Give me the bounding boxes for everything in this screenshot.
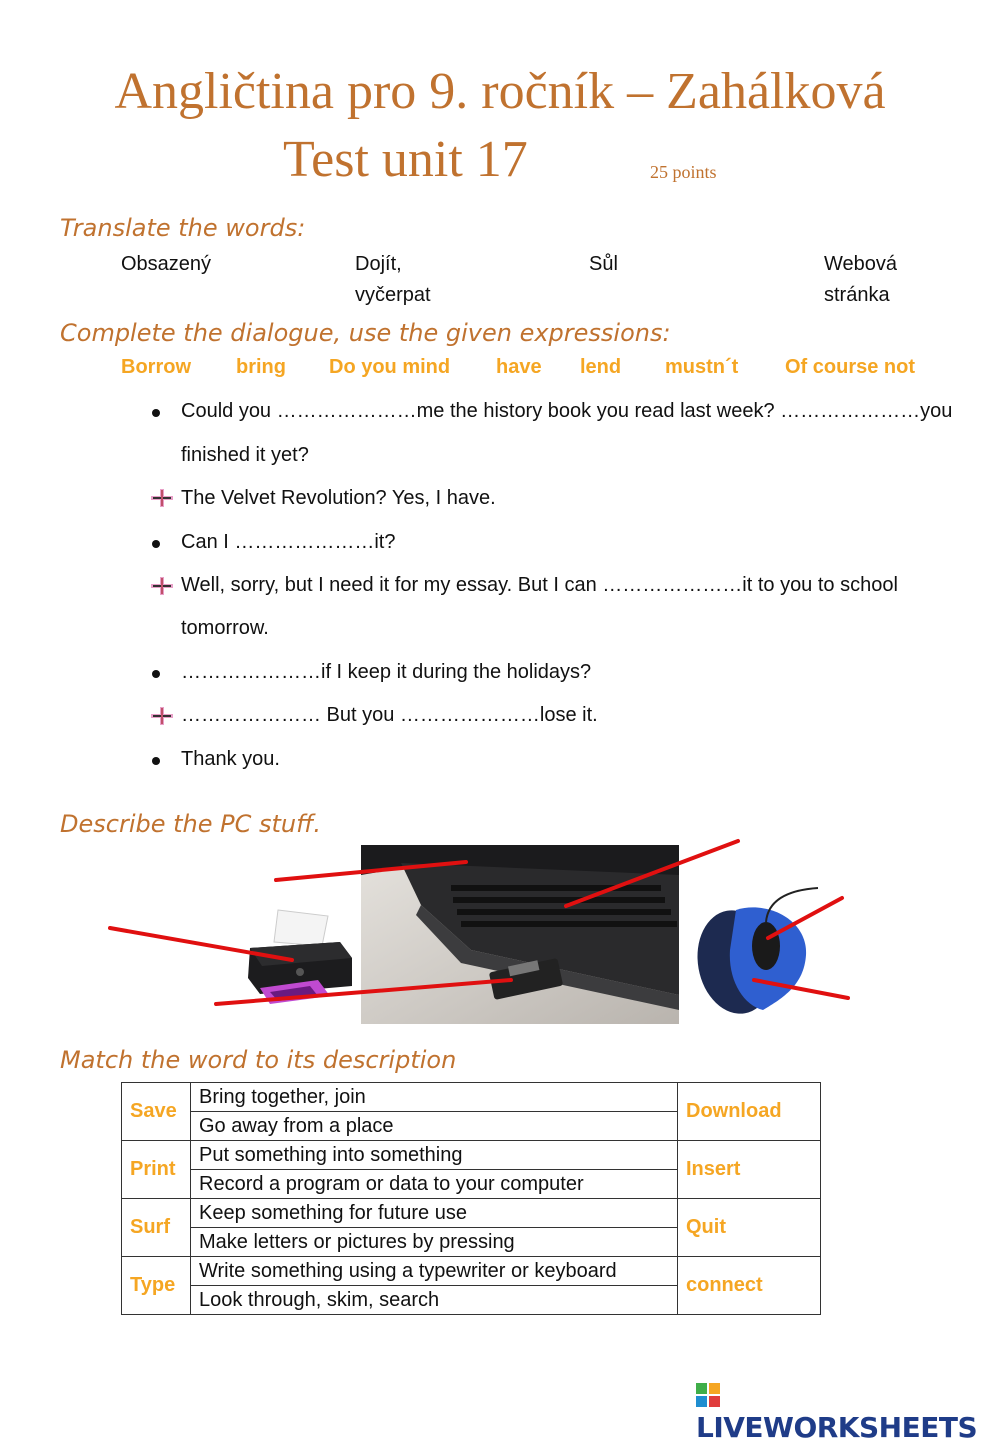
table-row	[122, 1083, 821, 1112]
match-heading: Match the word to its description	[60, 1046, 457, 1074]
dialogue-line-1: Could you …………………me the history book you read last week? …………………you	[181, 400, 953, 422]
bullet-icon	[152, 409, 160, 417]
mouse-image	[688, 880, 828, 1015]
word-vycerpat: vyčerpat	[355, 284, 431, 306]
word-webova: Webová	[824, 253, 898, 275]
expr-of-course-not: Of course not	[785, 356, 916, 378]
expr-bring: bring	[236, 356, 286, 378]
match-word-save: Save	[122, 1083, 191, 1141]
match-word-insert: Insert	[678, 1141, 821, 1199]
liveworksheets-logo	[696, 1378, 1000, 1444]
match-desc: Record a program or data to your computer	[191, 1170, 678, 1199]
match-word-quit: Quit	[678, 1199, 821, 1257]
match-word-surf: Surf	[122, 1199, 191, 1257]
table-row	[122, 1199, 821, 1228]
word-stranka: stránka	[824, 284, 890, 306]
expr-mustnt: mustn´t	[665, 356, 739, 378]
page-title: Angličtina pro 9. ročník – Zahálková	[114, 63, 886, 120]
arrow-bullet-icon	[151, 707, 173, 725]
match-desc: Look through, skim, search	[191, 1286, 678, 1315]
printer-image	[240, 908, 360, 1008]
match-word-print: Print	[122, 1141, 191, 1199]
points-label: 25 points	[650, 162, 717, 182]
match-desc: Put something into something	[191, 1141, 678, 1170]
match-desc: Write something using a typewriter or keyboard	[191, 1257, 678, 1286]
dialogue-line-5: …………………if I keep it during the holidays?	[181, 661, 592, 683]
match-desc: Bring together, join	[191, 1083, 678, 1112]
logo-text: LIVEWORKSHEETS	[696, 1411, 978, 1444]
dialogue-line-4: Well, sorry, but I need it for my essay. But I can …………………it to you to school	[181, 574, 898, 596]
word-dojit: Dojít,	[355, 253, 402, 275]
expr-have: have	[496, 356, 542, 378]
match-table	[121, 1082, 821, 1315]
dialogue-line-3: Can I …………………it?	[181, 531, 396, 553]
bullet-icon	[152, 540, 160, 548]
dialogue-line-4b: tomorrow.	[181, 617, 269, 639]
liveworksheets-logo-icon	[696, 1383, 720, 1407]
arrow-bullet-icon	[151, 489, 173, 507]
bullet-icon	[152, 670, 160, 678]
expr-do-you-mind: Do you mind	[329, 356, 451, 378]
expr-lend: lend	[580, 356, 622, 378]
bullet-icon	[152, 757, 160, 765]
match-desc: Make letters or pictures by pressing	[191, 1228, 678, 1257]
translate-heading: Translate the words:	[60, 214, 306, 242]
word-obsazeny: Obsazený	[121, 253, 212, 275]
expr-borrow: Borrow	[121, 356, 191, 378]
match-word-download: Download	[678, 1083, 821, 1141]
table-row	[122, 1141, 821, 1170]
match-word-type: Type	[122, 1257, 191, 1315]
dialogue-line-6: ………………… But you …………………lose it.	[181, 704, 598, 726]
dialogue-line-1b: finished it yet?	[181, 444, 309, 466]
laptop-image	[361, 845, 679, 1024]
word-sul: Sůl	[589, 253, 618, 275]
dialogue-line-2: The Velvet Revolution? Yes, I have.	[181, 487, 496, 509]
dialogue-line-7: Thank you.	[181, 748, 280, 770]
table-row	[122, 1257, 821, 1286]
match-word-connect: connect	[678, 1257, 821, 1315]
match-desc: Go away from a place	[191, 1112, 678, 1141]
arrow-bullet-icon	[151, 577, 173, 595]
dialogue-heading: Complete the dialogue, use the given expressions:	[60, 319, 671, 347]
match-desc: Keep something for future use	[191, 1199, 678, 1228]
page-subtitle: Test unit 17	[283, 131, 528, 188]
pc-stuff-heading: Describe the PC stuff.	[60, 810, 322, 838]
